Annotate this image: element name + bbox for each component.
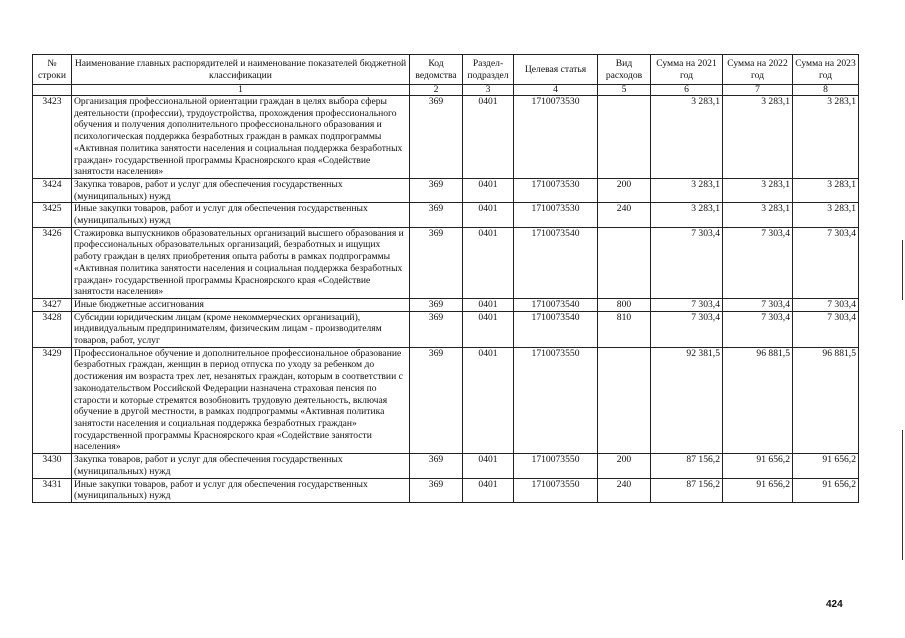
header-sum-2022: Сумма на 2022 год	[723, 55, 793, 85]
row-sum-2022: 3 283,1	[723, 96, 793, 179]
row-sum-2021: 7 303,4	[651, 311, 723, 347]
row-sum-2021: 3 283,1	[651, 203, 723, 227]
row-dept-code: 369	[410, 347, 463, 453]
row-sum-2021: 7 303,4	[651, 227, 723, 298]
row-dept-code: 369	[410, 298, 463, 311]
row-number: 3424	[33, 178, 72, 202]
column-number-row	[33, 85, 859, 96]
header-target: Целевая статья	[514, 55, 598, 85]
row-target: 1710073540	[514, 311, 598, 347]
row-sum-2021: 3 283,1	[651, 178, 723, 202]
column-number: 8	[793, 85, 859, 96]
row-sum-2022: 96 881,5	[723, 347, 793, 453]
row-expense-type: 810	[598, 311, 651, 347]
row-section: 0401	[463, 347, 514, 453]
row-sum-2022: 7 303,4	[723, 311, 793, 347]
row-expense-type	[598, 96, 651, 179]
row-dept-code: 369	[410, 454, 463, 478]
row-sum-2022: 7 303,4	[723, 298, 793, 311]
column-number: 2	[410, 85, 463, 96]
table-row	[33, 454, 859, 478]
row-number: 3427	[33, 298, 72, 311]
row-expense-type: 200	[598, 178, 651, 202]
row-target: 1710073550	[514, 347, 598, 453]
row-name: Закупка товаров, работ и услуг для обеспечения государственных (муниципальных) нужд	[72, 178, 410, 202]
row-sum-2023: 96 881,5	[793, 347, 859, 453]
row-target: 1710073530	[514, 96, 598, 179]
row-section: 0401	[463, 96, 514, 179]
row-section: 0401	[463, 478, 514, 502]
header-row-no: № строки	[33, 55, 72, 85]
table-row	[33, 347, 859, 453]
row-target: 1710073540	[514, 298, 598, 311]
header-expense-type: Вид расходов	[598, 55, 651, 85]
row-name: Иные закупки товаров, работ и услуг для обеспечения государственных (муниципальных) нужд	[72, 478, 410, 502]
row-dept-code: 369	[410, 227, 463, 298]
row-dept-code: 369	[410, 203, 463, 227]
row-sum-2023: 7 303,4	[793, 227, 859, 298]
row-section: 0401	[463, 227, 514, 298]
header-row	[33, 55, 859, 85]
row-number: 3426	[33, 227, 72, 298]
row-number: 3423	[33, 96, 72, 179]
row-number: 3428	[33, 311, 72, 347]
table-row	[33, 178, 859, 202]
row-sum-2021: 7 303,4	[651, 298, 723, 311]
column-number: 3	[463, 85, 514, 96]
row-sum-2023: 3 283,1	[793, 178, 859, 202]
row-name: Иные бюджетные ассигнования	[72, 298, 410, 311]
table-row	[33, 203, 859, 227]
table-row	[33, 227, 859, 298]
row-sum-2021: 87 156,2	[651, 478, 723, 502]
row-target: 1710073540	[514, 227, 598, 298]
row-sum-2021: 3 283,1	[651, 96, 723, 179]
row-target: 1710073550	[514, 478, 598, 502]
row-sum-2023: 3 283,1	[793, 96, 859, 179]
row-sum-2023: 7 303,4	[793, 311, 859, 347]
row-name: Организация профессиональной ориентации граждан в целях выбора сферы деятельности (профессии), трудоустройства, прохождения профессионального обучения и получения дополнительного профессионального образования и психологическая поддержка безработных граждан в рамках подпрограммы «Активная политика занятости населения и социальная поддержка безработных граждан» государственной программы Красноярского края «Содействие занятости населения»	[72, 96, 410, 179]
row-sum-2023: 91 656,2	[793, 454, 859, 478]
scan-margin-line	[902, 240, 903, 300]
row-name: Закупка товаров, работ и услуг для обеспечения государственных (муниципальных) нужд	[72, 454, 410, 478]
row-section: 0401	[463, 454, 514, 478]
table-row	[33, 298, 859, 311]
row-sum-2022: 91 656,2	[723, 454, 793, 478]
header-name: Наименование главных распорядителей и наименование показателей бюджетной классификации	[72, 55, 410, 85]
header-section: Раздел-подраздел	[463, 55, 514, 85]
row-expense-type: 240	[598, 203, 651, 227]
row-dept-code: 369	[410, 96, 463, 179]
budget-sheet	[32, 54, 858, 503]
row-number: 3430	[33, 454, 72, 478]
row-section: 0401	[463, 298, 514, 311]
page-number: 424	[826, 599, 843, 610]
column-number: 4	[514, 85, 598, 96]
table-row	[33, 311, 859, 347]
row-target: 1710073530	[514, 203, 598, 227]
header-dept-code: Код ведомства	[410, 55, 463, 85]
row-name: Субсидии юридическим лицам (кроме некоммерческих организаций), индивидуальным предпринимателям, физическим лицам - производителям товаров, работ, услуг	[72, 311, 410, 347]
table-row	[33, 96, 859, 179]
row-expense-type: 240	[598, 478, 651, 502]
row-expense-type	[598, 227, 651, 298]
header-sum-2021: Сумма на 2021 год	[651, 55, 723, 85]
row-sum-2022: 7 303,4	[723, 227, 793, 298]
row-number: 3429	[33, 347, 72, 453]
row-sum-2021: 92 381,5	[651, 347, 723, 453]
row-sum-2021: 87 156,2	[651, 454, 723, 478]
row-section: 0401	[463, 311, 514, 347]
row-sum-2023: 3 283,1	[793, 203, 859, 227]
row-sum-2022: 3 283,1	[723, 203, 793, 227]
row-sum-2022: 3 283,1	[723, 178, 793, 202]
column-number: 1	[72, 85, 410, 96]
row-name: Стажировка выпускников образовательных организаций высшего образования и профессиональных образовательных организаций, безработных и ищущих работу граждан в целях приобретения опыта работы в рамках подпрограммы «Активная политика занятости населения и социальная поддержка безработных граждан» государственной программы Красноярского края «Содействие занятости населения»	[72, 227, 410, 298]
row-name: Профессиональное обучение и дополнительное профессиональное образование безработных граждан, женщин в период отпуска по уходу за ребенком до достижения им возраста трех лет, незанятых граждан, которым в соответствии с законодательством Российской Федерации назначена страховая пенсия по старости и которые стремятся возобновить трудовую деятельность, включая обучение в другой местности, в рамках подпрограммы «Активная политика занятости населения и социальная поддержка безработных граждан» государственной программы Красноярского края «Содействие занятости населения»	[72, 347, 410, 453]
column-number	[33, 85, 72, 96]
budget-table	[32, 54, 859, 503]
header-sum-2023: Сумма на 2023 год	[793, 55, 859, 85]
row-number: 3431	[33, 478, 72, 502]
row-target: 1710073530	[514, 178, 598, 202]
scan-margin-line	[902, 430, 903, 560]
row-section: 0401	[463, 178, 514, 202]
row-expense-type: 200	[598, 454, 651, 478]
row-sum-2023: 91 656,2	[793, 478, 859, 502]
row-dept-code: 369	[410, 311, 463, 347]
column-number: 7	[723, 85, 793, 96]
column-number: 5	[598, 85, 651, 96]
row-dept-code: 369	[410, 178, 463, 202]
row-sum-2023: 7 303,4	[793, 298, 859, 311]
row-expense-type	[598, 347, 651, 453]
row-number: 3425	[33, 203, 72, 227]
row-expense-type: 800	[598, 298, 651, 311]
row-sum-2022: 91 656,2	[723, 478, 793, 502]
row-dept-code: 369	[410, 478, 463, 502]
row-target: 1710073550	[514, 454, 598, 478]
column-number: 6	[651, 85, 723, 96]
row-section: 0401	[463, 203, 514, 227]
row-name: Иные закупки товаров, работ и услуг для обеспечения государственных (муниципальных) нужд	[72, 203, 410, 227]
table-row	[33, 478, 859, 502]
